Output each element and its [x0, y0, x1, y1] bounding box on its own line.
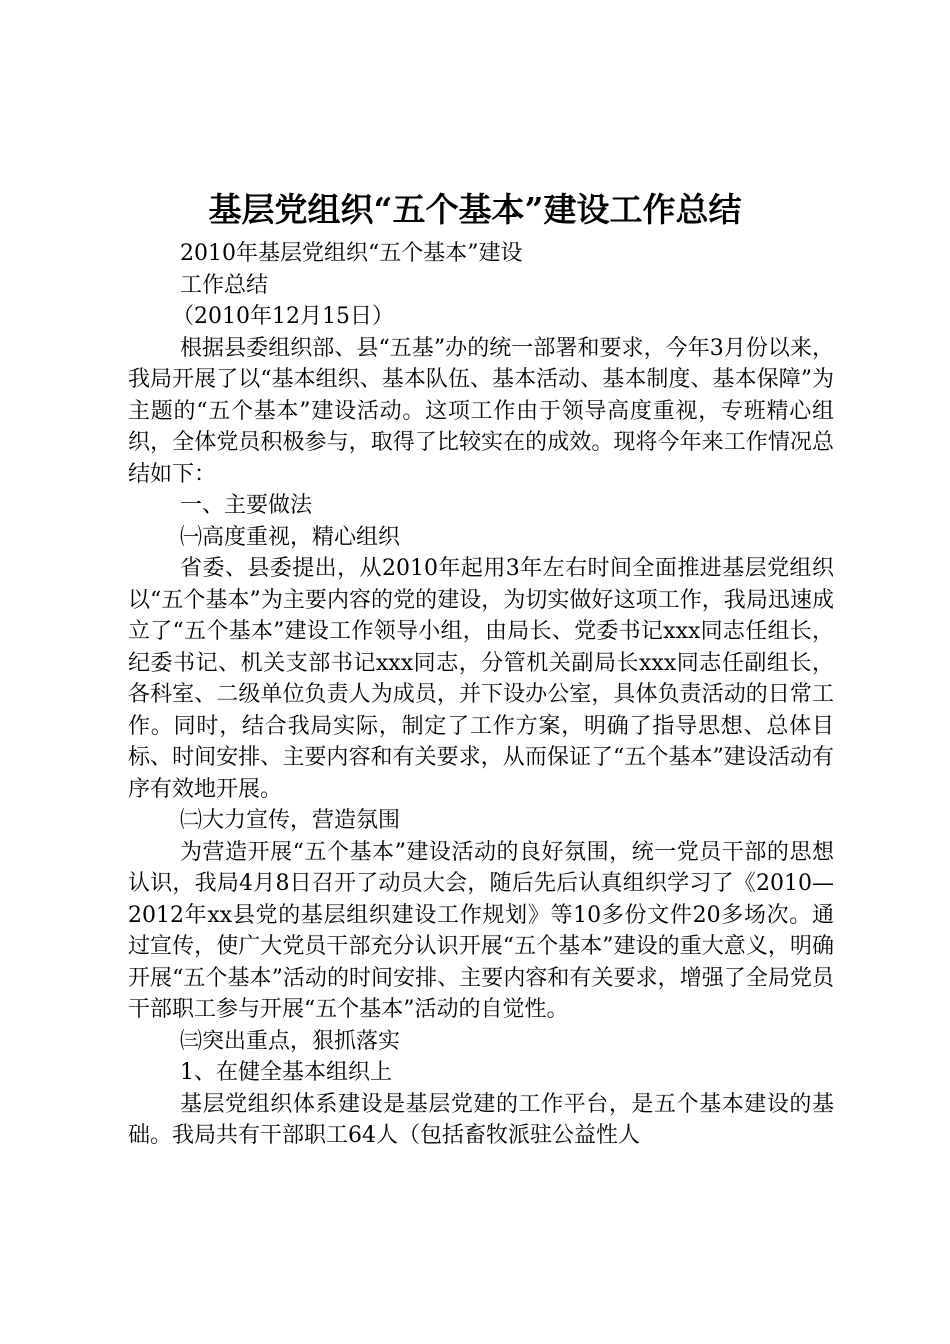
paragraph-publicity: 为营造开展“五个基本”建设活动的良好氛围，统一党员干部的思想认识，我局4月8日召开了动员大会，随后先后认真组织学习了《2010—2012年xx县党的基层组织建设工作规划》等10多份文件20多场次。通过宣传，使广大党员干部充分认识开展“五个基本”建设的重大意义，明确开展“五个基本”活动的时间安排、主要内容和有关要求，增强了全局党员干部职工参与开展“五个基本”活动的自觉性。 — [128, 839, 834, 1022]
subsection-heading-3: ㈢突出重点，狠抓落实 — [180, 1028, 401, 1054]
section-heading-main-methods: 一、主要做法 — [180, 493, 313, 518]
subsection-heading-1: ㈠高度重视，精心组织 — [180, 524, 401, 550]
subsection-heading-2: ㈡大力宣传，营造氛围 — [180, 808, 401, 833]
document-title: 基层党组织“五个基本”建设工作总结 — [208, 190, 742, 229]
subtitle-line-1: 2010年基层党组织“五个基本”建设 — [180, 241, 523, 266]
paragraph-organization: 省委、县委提出，从2010年起用3年左右时间全面推进基层党组织以“五个基本”为主要内容的党的建设，为切实做好这项工作，我局迅速成立了“五个基本”建设工作领导小组，由局长、党委书记xxx同志任组长，纪委书记、机关支部书记xxx同志，分管机关副局长xxx同志任副组长，各科室、二级单位负责人为成员，并下设办公室，具体负责活动的日常工作。同时，结合我局实际，制定了工作方案，明确了指导思想、总体目标、时间安排、主要内容和有关要求，从而保证了“五个基本”建设活动有序有效地开展。 — [128, 556, 834, 802]
paragraph-basic-organization: 基层党组织体系建设是基层党建的工作平台，是五个基本建设的基础。我局共有干部职工64人（包括畜牧派驻公益性人 — [128, 1091, 834, 1148]
item-heading-1: 1、在健全基本组织上 — [180, 1060, 392, 1085]
paragraph-intro: 根据县委组织部、县“五基”办的统一部署和要求，今年3月份以来，我局开展了以“基本组织、基本队伍、基本活动、基本制度、基本保障”为主题的“五个基本”建设活动。这项工作由于领导高度重视，专班精心组织，全体党员积极参与，取得了比较实在的成效。现将今年来工作情况总结如下： — [128, 335, 834, 487]
document-date: （2010年12月15日） — [172, 304, 394, 329]
subtitle-line-2: 工作总结 — [180, 272, 269, 298]
document-body — [128, 238, 834, 1152]
